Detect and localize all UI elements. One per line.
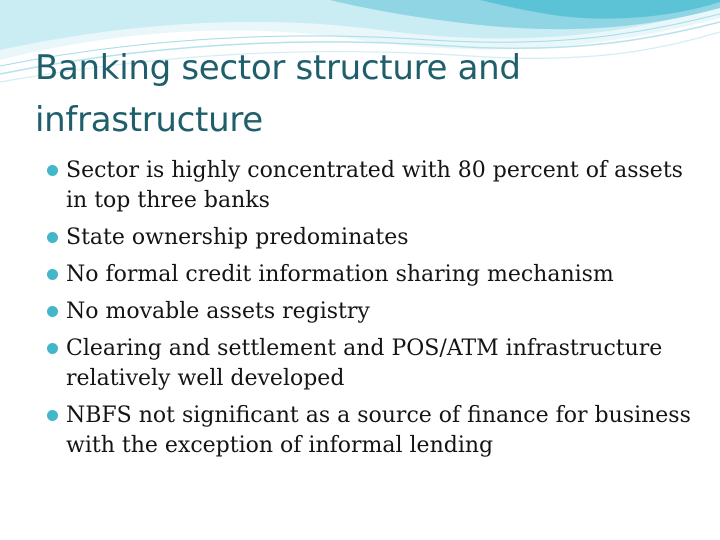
bullet-dot-icon xyxy=(47,165,58,176)
bullet-item xyxy=(46,297,696,327)
bullet-text: Sector is highly concentrated with 80 percent of assets in top three banks xyxy=(66,158,683,213)
bullet-dot-icon xyxy=(47,232,58,243)
bullet-dot-icon xyxy=(47,410,58,421)
bullet-text: No formal credit information sharing mechanism xyxy=(66,262,614,287)
bullet-item xyxy=(46,401,696,461)
bullet-text: Clearing and settlement and POS/ATM infrastructure relatively well developed xyxy=(66,336,663,391)
slide-title: Banking sector structure and infrastructure xyxy=(35,48,521,140)
bullet-text: State ownership predominates xyxy=(66,225,409,250)
bullet-item xyxy=(46,223,696,253)
bullet-dot-icon xyxy=(47,306,58,317)
bullet-dot-icon xyxy=(47,343,58,354)
bullet-list xyxy=(46,156,696,468)
bullet-item xyxy=(46,260,696,290)
bullet-item xyxy=(46,156,696,216)
bullet-item xyxy=(46,334,696,394)
bullet-dot-icon xyxy=(47,269,58,280)
bullet-text: No movable assets registry xyxy=(66,299,370,324)
bullet-text: NBFS not significant as a source of finance for business with the exception of informal lending xyxy=(66,403,691,458)
